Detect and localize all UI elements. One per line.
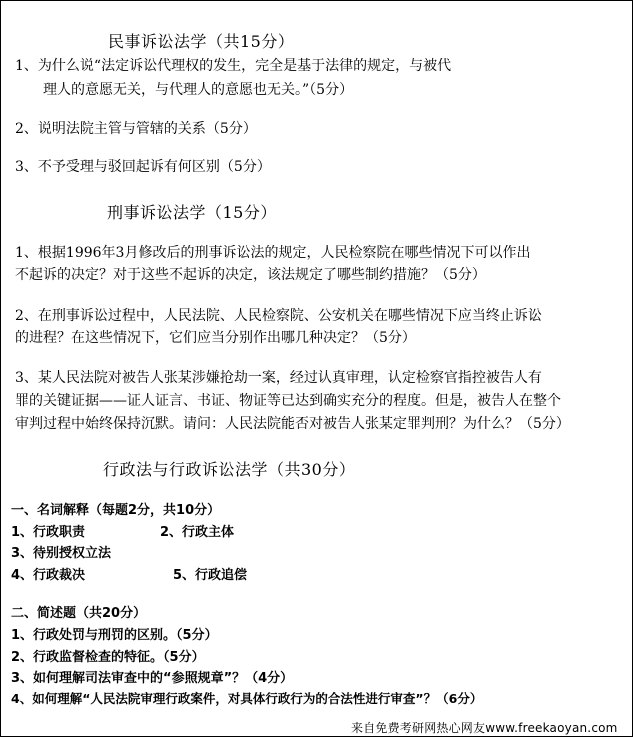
criminal-question-1-line-2: 不起诉的决定？对于这些不起诉的决定，该法规定了哪些制约措施？（5分） (15, 267, 486, 283)
admin-short-answer-3: 3、如何理解司法审查中的“参照规章”？（4分） (11, 671, 294, 686)
criminal-procedure-heading: 刑事诉讼法学（15分） (107, 203, 277, 222)
admin-term-5: 5、行政追偿 (173, 568, 248, 583)
civil-question-1-line-2: 理人的意愿无关，与代理人的意愿也无关。”（5分） (43, 82, 354, 98)
admin-short-answer-4: 4、如何理解“人民法院审理行政案件，对具体行政行为的合法性进行审查”？（6分） (11, 691, 483, 706)
civil-question-3: 3、不予受理与驳回起诉有何区别（5分） (15, 159, 271, 175)
admin-short-answer-1: 1、行政处罚与刑罚的区别。（5分） (11, 628, 218, 643)
criminal-question-1-line-1: 1、根据1996年3月修改后的刑事诉讼法的规定，人民检察院在哪些情况下可以作出 (15, 245, 531, 261)
admin-part-2-title: 二、简述题（共20分） (11, 606, 147, 621)
admin-term-3: 3、待别授权立法 (11, 546, 112, 561)
admin-term-1: 1、行政职责 (11, 525, 86, 540)
admin-term-4: 4、行政裁决 (11, 568, 86, 583)
criminal-question-3-line-1: 3、某人民法院对被告人张某涉嫌抢劫一案，经过认真审理，认定检察官指控被告人有 (15, 370, 542, 386)
source-footer: 来自免费考研网热心网友www.freekaoyan.com (351, 721, 618, 735)
civil-procedure-heading: 民事诉讼法学（共15分） (108, 32, 295, 51)
admin-part-1-title: 一、名词解释（每题2分，共10分） (11, 503, 221, 518)
admin-law-heading: 行政法与行政诉讼法学（共30分） (103, 460, 356, 479)
admin-term-2: 2、行政主体 (160, 525, 235, 540)
civil-question-1-line-1: 1、为什么说“法定诉讼代理权的发生，完全是基于法律的规定，与被代 (15, 58, 452, 74)
criminal-question-2-line-2: 的进程？在这些情况下，它们应当分别作出哪几种决定？（5分） (15, 330, 416, 346)
criminal-question-3-line-2: 罪的关键证据——证人证言、书证、物证等已达到确实充分的程度。但是，被告人在整个 (15, 393, 561, 409)
civil-question-2: 2、说明法院主管与管辖的关系（5分） (15, 121, 257, 137)
criminal-question-2-line-1: 2、在刑事诉讼过程中，人民法院、人民检察院、公安机关在哪些情况下应当终止诉讼 (15, 308, 542, 324)
criminal-question-3-line-3: 审判过程中始终保持沉默。请问：人民法院能否对被告人张某定罪判刑？为什么？（5分） (15, 416, 570, 432)
admin-short-answer-2: 2、行政监督检查的特征。（5分） (11, 650, 205, 665)
